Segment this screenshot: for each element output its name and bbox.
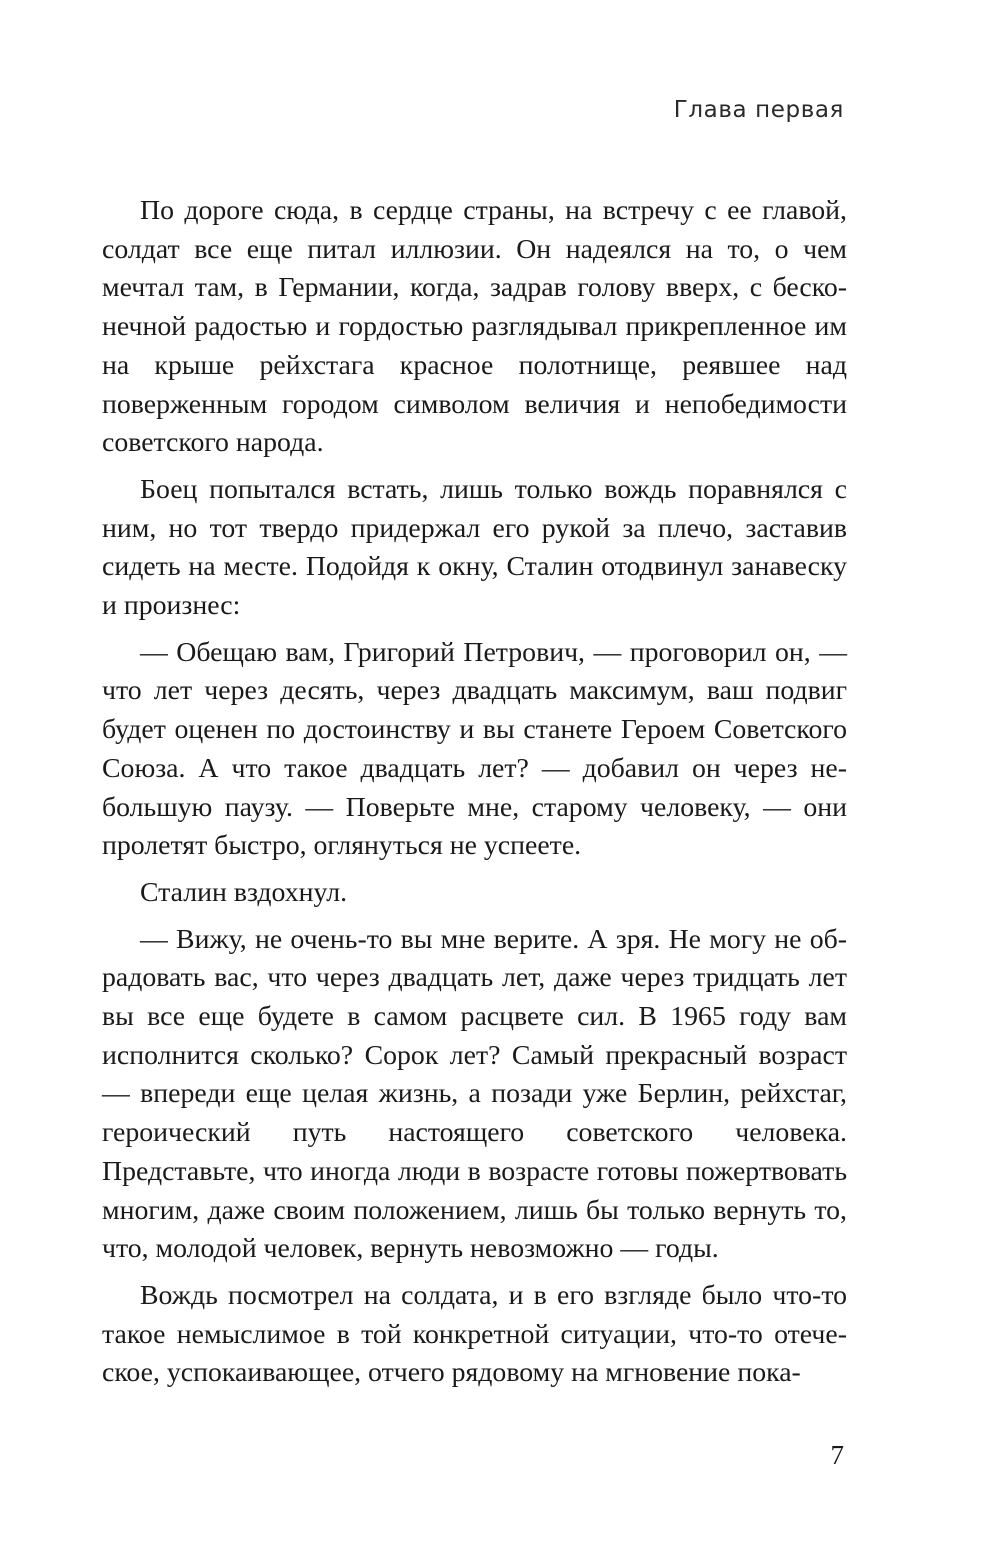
- paragraph: Боец попытался встать, лишь только вождь поравнялся с ним, но тот твердо придержал его рукой за плечо, заставив сидеть на месте. Подойдя к окну, Сталин отодвинул занавеску и произнес:: [102, 473, 847, 622]
- paragraph: Вождь посмотрел на солдата, и в его взгляде было что-то такое немыслимое в той конкретной ситуации, что-то отеческое, успокаивающее, отчего рядовому на мгновение пока-: [102, 1279, 847, 1389]
- paragraph: — Вижу, не очень-то вы мне верите. А зря. Не могу не обрадовать вас, что через двадцать лет, даже через тридцать лет вы все еще будете в самом расцвете сил. В 1965 году вам исполнится сколько? Сорок лет? Самый прекрасный возраст — впереди еще целая жизнь, а позади уже Берлин, рейхстаг, героический путь настоящего советского человека. Представьте, что иногда люди в возрасте готовы пожертвовать многим, даже своим положением, лишь бы только вернуть то, что, молодой человек, вернуть невозможно — годы.: [102, 923, 847, 1265]
- paragraph: По дороге сюда, в сердце страны, на встречу с ее главой, солдат все еще питал иллюзии. Он надеялся на то, о чем мечтал там, в Германии, когда, задрав голову вверх, с бесконечной радостью и гордостью разглядывал прикрепленное им на крыше рейхстага красное полотнище, реявшее над поверженным городом символом величия и непобедимости советского народа.: [102, 195, 847, 459]
- paragraph: Сталин вздохнул.: [140, 876, 348, 908]
- paragraph: — Обещаю вам, Григорий Петрович, — проговорил он, — что лет через десять, через двадцать максимум, ваш подвиг будет оценен по достоинству и вы станете Героем Советского Союза. А что такое двадцать лет? — добавил он через небольшую паузу. — Поверьте мне, старому человеку, — они пролетят быстро, оглянуться не успеете.: [102, 636, 847, 862]
- page-number: 7: [830, 1440, 844, 1470]
- body-text: [102, 192, 847, 1393]
- running-head: Глава первая: [673, 97, 844, 123]
